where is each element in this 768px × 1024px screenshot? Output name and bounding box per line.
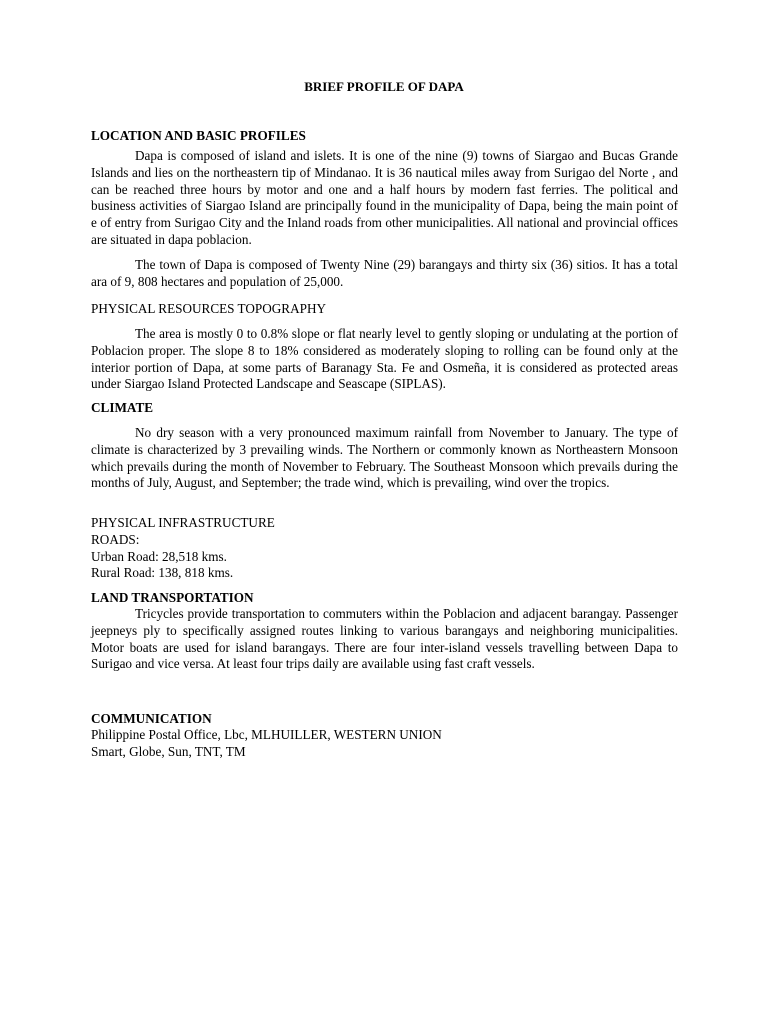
urban-road-text: Urban Road: 28,518 kms. — [91, 548, 227, 564]
section-heading-communication: COMMUNICATION — [91, 711, 212, 726]
section-infrastructure — [91, 515, 678, 582]
section-location — [91, 128, 678, 290]
section-climate — [91, 400, 678, 492]
climate-paragraph: No dry season with a very pronounced maximum rainfall from November to January. The type of climate is characterized by 3 prevailing winds. The Northern or commonly known as Northeastern Monsoon which prevails during the month of November to February. The Southeast Monsoon which prevails during the months of July, August, and September; the trade wind, which is prevailing, wind over the tropics. — [91, 425, 678, 491]
section-heading-climate: CLIMATE — [91, 400, 154, 415]
section-communication — [91, 711, 678, 761]
section-heading-infrastructure: PHYSICAL INFRASTRUCTURE — [91, 515, 275, 530]
transportation-paragraph: Tricycles provide transportation to commuters within the Poblacion and adjacent barangay. Passenger jeepneys ply to specifically assigned routes linking to various barangays and neighboring municipalities. Motor boats are used for island barangays. There are four inter-island vessels travelling between Dapa to Surigao and vice versa. At least four trips daily are available using fast craft vessels. — [91, 606, 678, 672]
roads-label: ROADS: — [91, 531, 140, 547]
document-title: BRIEF PROFILE OF DAPA — [304, 79, 464, 94]
communication-line-2: Smart, Globe, Sun, TNT, TM — [91, 743, 246, 759]
topography-paragraph: The area is mostly 0 to 0.8% slope or flat nearly level to gently sloping or undulating at the portion of Poblacion proper. The slope 8 to 18% considered as moderately sloping to rolling can be found only at the interior portion of Dapa, at some parts of Baranagy Sta. Fe and Osmeña, it is considered as protected areas under Siargao Island Protected Landscape and Seascape (SIPLAS). — [91, 326, 678, 392]
section-transportation — [91, 590, 678, 673]
section-topography — [91, 301, 678, 393]
section-heading-transportation: LAND TRANSPORTATION — [91, 590, 254, 605]
location-paragraph-1: Dapa is composed of island and islets. It is one of the nine (9) towns of Siargao and Bucas Grande Islands and lies on the northeastern tip of Mindanao. It is 36 nautical miles away from Surigao del Norte , and can be reached three hours by motor and one and a half hours by modern fast ferries. The political and business activities of Siargao Island are principally found in the municipality of Dapa, being the main point of e of entry from Surigao City and the Inland roads from other municipalities. All national and provincial offices are situated in dapa poblacion. — [91, 148, 678, 247]
rural-road-text: Rural Road: 138, 818 kms. — [91, 565, 234, 581]
section-heading-location: LOCATION AND BASIC PROFILES — [91, 128, 306, 143]
section-heading-topography: PHYSICAL RESOURCES TOPOGRAPHY — [91, 301, 326, 316]
location-paragraph-2: The town of Dapa is composed of Twenty Nine (29) barangays and thirty six (36) sitios. It has a total ara of 9, 808 hectares and population of 25,000. — [91, 256, 678, 289]
communication-line-1: Philippine Postal Office, Lbc, MLHUILLER, WESTERN UNION — [91, 727, 442, 742]
